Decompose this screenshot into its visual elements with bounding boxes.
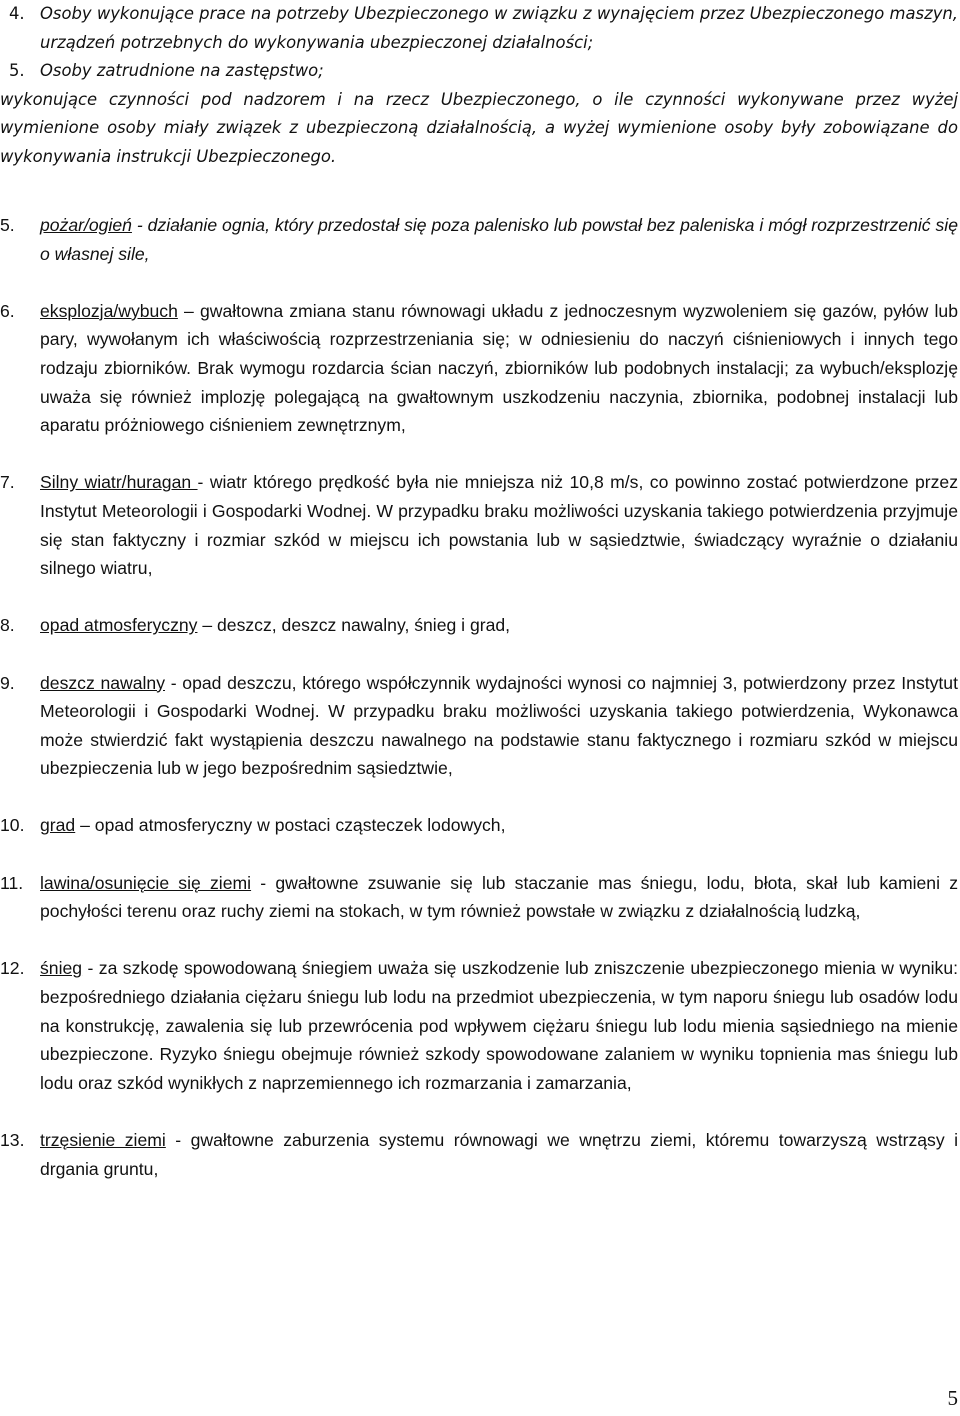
definition-text: za szkodę spowodowaną śniegiem uważa się uszkodzenie lub zniszczenie ubezpieczonego mienia w wyniku: bezpośredniego działania ciężaru śniegu lub lodu na przedmiot ubezpieczenia, w tym naporu śniegu lub osadów lodu na konstrukcję, zawalenia się lub przewrócenia pod wpływem ciężaru śniegu lub lodu mienia sąsiedniego na mienie ubezpieczone. Ryzyko śniegu obejmuje również szkody spowodowane zalaniem w wyniku topnienia mas śniegu lub lodu oraz szkód wynikłych z naprzemiennego ich rozmarzania i zamarzania, (40, 958, 958, 1093)
list-item-text: Osoby zatrudnione na zastępstwo; (40, 61, 324, 80)
definition-number: 12. (0, 958, 25, 979)
summary-paragraph: wykonujące czynności pod nadzorem i na rzecz Ubezpieczonego, o ile czynności wykonywane przez wyżej wymienione osoby miały związek z ubezpieczoną działalnością, a wyżej wymienione osoby były zobowiązane do wykonywania instrukcji Ubezpieczonego. (0, 89, 958, 166)
definition-separator: - (131, 215, 148, 235)
list-item (0, 57, 960, 86)
definition-text: opad deszczu, którego współczynnik wydajności wynosi co najmniej 3, potwierdzony przez Instytut Meteorologii i Gospodarki Wodnej. W przypadku braku możliwości uzyskania takiego potwierdzenia, Wykonawca może stwierdzić fakt wystąpienia deszczu nawalnego na podstawie stanu faktycznego i rozmiaru szkód w miejscu ubezpieczenia lub w jego bezpośrednim sąsiedztwie, (40, 672, 958, 779)
definition-separator: - (82, 958, 99, 979)
definition-text: gwałtowna zmiana stanu równowagi układu z jednoczesnym wyzwoleniem się gazów, pyłów lub pary, wywołanym ich właściwością rozprzestrzeniania się; w odniesieniu do naczyń ciśnieniowych i innych tego rodzaju zbiorników. Brak wymogu rozdarcia ścian naczyń, zbiorników lub podobnych instalacji; za wybuch/eksplozję uważa się również implozję polegającą na gwałtownym uszkodzeniu naczynia, zbiornika, podobnej instalacji lub aparatu próżniowego ciśnieniem zewnętrznym, (40, 300, 958, 436)
definition-text: działanie ognia, który przedostał się poza palenisko lub powstał bez paleniska i mógł rozprzestrzenić się o własnej sile, (40, 215, 958, 264)
definition-term: opad atmosferyczny (40, 615, 198, 636)
definition-number: 10. (0, 815, 25, 836)
definition-term: śnieg (40, 958, 83, 979)
definition-separator: – (177, 300, 200, 321)
definition-number: 7. (0, 472, 15, 493)
definition-term: pożar/ogień (40, 215, 132, 235)
definition-item-heavy-rain (0, 669, 960, 783)
definition-term: lawina/osunięcie się ziemi (40, 872, 252, 893)
definition-item-landslide (0, 869, 960, 926)
definition-term: trzęsienie ziemi (40, 1130, 166, 1150)
list-item-number: 5. (9, 61, 25, 80)
definition-item-wind (0, 468, 960, 582)
definition-term: deszcz nawalny (40, 672, 166, 693)
list-item-number: 4. (9, 4, 25, 23)
list-item-text: Osoby wykonujące prace na potrzeby Ubezpieczonego w związku z wynajęciem przez Ubezpieczonego maszyn, urządzeń potrzebnych do wykonywania ubezpieczonej działalności; (40, 4, 958, 52)
definition-separator: - (197, 472, 210, 493)
definition-item-snow (0, 954, 960, 1097)
definition-number: 11. (0, 872, 24, 893)
definition-item-fire (0, 211, 960, 268)
definition-text: gwałtowne zsuwanie się lub staczanie mas śniegu, lodu, błota, skał lub kamieni z pochyłości terenu oraz ruchy ziemi na stokach, w tym również powstałe w związku z działalnością ludzką, (40, 872, 958, 922)
definition-separator: - (165, 1130, 191, 1150)
definition-item-precipitation (0, 611, 960, 640)
definition-number: 8. (0, 615, 15, 636)
definition-item-hail (0, 811, 960, 840)
definition-number: 9. (0, 672, 15, 693)
definition-separator: – (75, 815, 95, 836)
definition-term: grad (40, 815, 76, 836)
definition-text: wiatr którego prędkość była nie mniejsza niż 10,8 m/s, co powinno zostać potwierdzone przez Instytut Meteorologii i Gospodarki Wodnej. W przypadku braku możliwości uzyskania takiego potwierdzenia przyjmuje się stan faktyczny i rozmiar szkód w miejscu ich powstania lub w sąsiedztwie, świadczący wyraźnie o działaniu silnego wiatru, (40, 472, 959, 579)
definition-text: gwałtowne zaburzenia systemu równowagi we wnętrzu ziemi, któremu towarzyszą wstrząsy i drgania gruntu, (40, 1130, 958, 1179)
definition-term: Silny wiatr/huragan (40, 472, 198, 493)
continued-list-block (0, 0, 960, 171)
definition-number: 6. (0, 300, 15, 321)
definition-item-earthquake (0, 1126, 960, 1183)
definitions-list (0, 211, 960, 1212)
definition-text: deszcz, deszcz nawalny, śnieg i grad, (217, 615, 511, 636)
definition-separator: - (165, 672, 183, 693)
list-item (0, 0, 960, 57)
page-number: 5 (947, 1386, 958, 1410)
definition-separator: – (197, 615, 218, 636)
definition-term: eksplozja/wybuch (40, 300, 178, 321)
definition-number: 5. (0, 215, 15, 235)
definition-separator: - (251, 872, 276, 893)
definition-number: 13. (0, 1130, 25, 1150)
definition-item-explosion (0, 297, 960, 440)
definition-text: opad atmosferyczny w postaci cząsteczek lodowych, (94, 815, 506, 836)
